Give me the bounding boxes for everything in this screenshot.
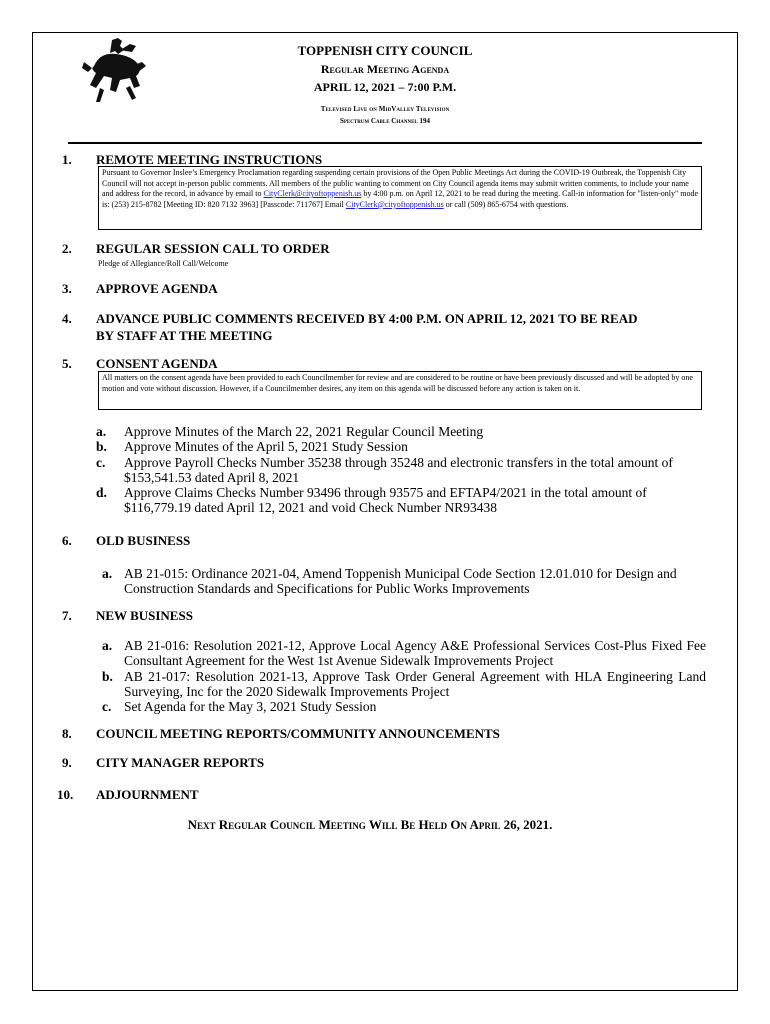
consent-item-d (96, 485, 706, 515)
item-text: Approve Payroll Checks Number 35238 through 35248 and electronic transfers in the total amount of $153,541.53 dated April 8, 2021 (124, 455, 673, 485)
section-4-title-line2: BY STAFF AT THE MEETING (96, 328, 273, 343)
section-7-number: 7. (62, 608, 72, 623)
section-2-title: REGULAR SESSION CALL TO ORDER (96, 241, 330, 256)
section-6-title: OLD BUSINESS (96, 533, 191, 548)
consent-item-a (96, 424, 706, 439)
consent-item-c (96, 455, 706, 485)
old-business-item-a (96, 566, 706, 596)
section-8-number: 8. (62, 726, 72, 741)
item-letter: b. (96, 439, 107, 454)
section-7-title: NEW BUSINESS (96, 608, 193, 623)
item-text: Set Agenda for the May 3, 2021 Study Session (124, 699, 377, 714)
section-9-number: 9. (62, 755, 72, 770)
clerk-email-link[interactable]: CityClerk@cityoftoppenish.us (263, 189, 362, 199)
section-6-number: 6. (62, 533, 72, 548)
item-text: Approve Minutes of the March 22, 2021 Regular Council Meeting (124, 424, 484, 439)
new-business-item-a (96, 638, 706, 668)
new-business-item-c (96, 699, 706, 714)
item-text: Approve Minutes of the April 5, 2021 Study Session (124, 439, 408, 454)
section-10-title: ADJOURNMENT (96, 787, 199, 802)
section-4-number: 4. (62, 311, 72, 326)
new-business-item-b (96, 669, 706, 699)
item-letter: c. (96, 455, 106, 470)
section-5-title: CONSENT AGENDA (96, 356, 218, 371)
televised-note: Televised Live on MidValley Television (320, 105, 450, 113)
section-8-title: COUNCIL MEETING REPORTS/COMMUNITY ANNOUNCEMENTS (96, 726, 500, 741)
item-letter: a. (102, 638, 113, 653)
remote-text-1: Pursuant to Governor Inslee’s Emergency Proclamation regarding suspending certain provisions of the Open Public Meetings Act during the COVID-19 Outbreak, the Toppenish City Council will not accept in-person public comments. All members of the public wanting to comment on City Council agenda items may submit written comments, to include your name and address for the record, in advance by email to (102, 168, 689, 199)
section-2-number: 2. (62, 241, 72, 256)
remote-instructions-box (98, 166, 702, 230)
item-letter: c. (102, 699, 112, 714)
item-letter: d. (96, 485, 107, 500)
item-text: Approve Claims Checks Number 93496 through 93575 and EFTAP4/2021 in the total amount of $116,779.19 dated April 12, 2021 and void Check Number NR93438 (124, 485, 647, 515)
section-10-number: 10. (57, 787, 74, 802)
org-title: TOPPENISH CITY COUNCIL (297, 43, 473, 58)
section-2-sub: Pledge of Allegiance/Roll Call/Welcome (98, 259, 229, 268)
section-1-title: REMOTE MEETING INSTRUCTIONS (96, 152, 323, 167)
clerk-email-link-2[interactable]: CityClerk@cityoftoppenish.us (345, 199, 444, 209)
channel-note: Spectrum Cable Channel 194 (339, 117, 431, 125)
section-5-number: 5. (62, 356, 72, 371)
remote-text-3: or call (509) 865-6754 with questions. (443, 199, 569, 209)
item-text: AB 21-015: Ordinance 2021-04, Amend Toppenish Municipal Code Section 12.01.010 for Design and Construction Standards and Specifications for Public Works Improvements (124, 566, 677, 596)
section-3-title: APPROVE AGENDA (96, 281, 218, 296)
section-4-title-line1: ADVANCE PUBLIC COMMENTS RECEIVED BY 4:00 P.M. ON APRIL 12, 2021 TO BE READ (96, 311, 638, 326)
next-meeting-note: Next Regular Council Meeting Will Be Held On April 26, 2021. (187, 817, 553, 832)
section-9-title: CITY MANAGER REPORTS (96, 755, 265, 770)
item-letter: a. (96, 424, 107, 439)
item-text: AB 21-017: Resolution 2021-13, Approve Task Order General Agreement with HLA Engineering Land Surveying, Inc for the 2020 Sidewalk Improvements Project (124, 669, 706, 699)
section-1-number: 1. (62, 152, 72, 167)
doc-title: Regular Meeting Agenda (320, 62, 450, 76)
item-letter: a. (102, 566, 113, 581)
item-letter: b. (102, 669, 113, 684)
item-text: AB 21-016: Resolution 2021-12, Approve Local Agency A&E Professional Services Cost-Plus Fixed Fee Consultant Agreement for the West 1st Avenue Sidewalk Improvements Project (124, 638, 706, 668)
header-divider (68, 142, 702, 144)
consent-note-box: All matters on the consent agenda have been provided to each Councilmember for review and are considered to be routine or have been previously discussed and will be adopted by one motion and vote without discussion. However, if a Councilmember desires, any item on this agenda will be discussed before any action is taken on it. (98, 371, 702, 410)
consent-item-b (96, 439, 706, 454)
remote-text-2: by 4:00 p.m. on April 12, 2021 to be read during the meeting. Call-in information for "listen-only" mode is: (253) 215-8782 [Meeting ID: 820 7132 3963] [Passcode: 711767] Email (102, 189, 699, 209)
meeting-date-time: APRIL 12, 2021 – 7:00 P.M. (313, 80, 457, 94)
section-3-number: 3. (62, 281, 72, 296)
